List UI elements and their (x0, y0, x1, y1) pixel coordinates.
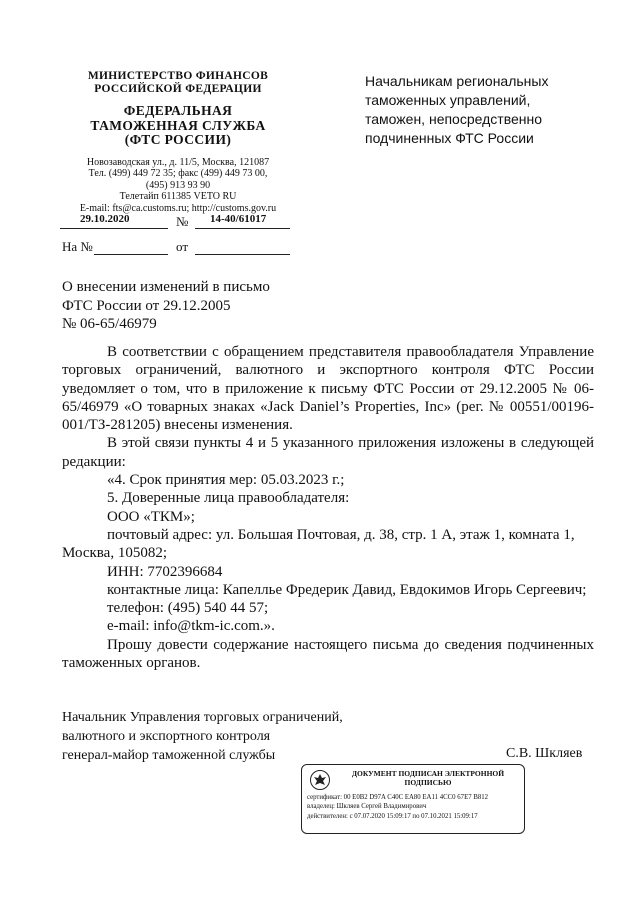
postal-address: почтовый адрес: ул. Большая Почтовая, д. 38, стр. 1 А, этаж 1, комната 1, (107, 526, 575, 543)
registration-date: 29.10.2020 (80, 213, 130, 225)
signatory-name: С.В. Шкляев (506, 746, 583, 761)
number-underline (195, 228, 290, 229)
letter-subject: О внесении изменений в письмо ФТС России от 29.12.2005 № 06-65/46979 (62, 279, 270, 332)
reference-number-underline (94, 254, 168, 255)
registration-number: 14-40/61017 (210, 213, 267, 225)
agency-phone2: (495) 913 93 90 (145, 179, 211, 191)
stamp-validity: действителен: с 07.07.2020 15:09:17 по 07.10.2021 15:09:17 (307, 812, 478, 820)
number-sign: № (176, 214, 189, 229)
inn: ИНН: 7702396684 (107, 563, 223, 580)
trustee-org: ООО «ТКМ»; (107, 508, 195, 525)
date-underline (60, 228, 168, 229)
electronic-signature-stamp (301, 764, 525, 834)
stamp-certificate: сертификат: 00 E0B2 D97A C40C EA80 EA11 4CC0 67E7 B812 (307, 794, 489, 801)
item-4: «4. Срок принятия мер: 05.03.2023 г.; (107, 472, 345, 489)
stamp-details (307, 794, 521, 822)
stamp-owner: владелец: Шкляев Сергей Владимирович (307, 803, 427, 811)
agency-contacts (58, 157, 298, 215)
body-paragraph-2: В этой связи пункты 4 и 5 указанного приложения изложены в следующей редакции: (62, 435, 594, 470)
contact-email: e-mail: info@tkm-ic.com.». (107, 618, 275, 635)
contact-persons: контактные лица: Капеллье Фредерик Давид, Евдокимов Игорь Сергеевич; (107, 581, 587, 598)
stamp-title: ДОКУМЕНТ ПОДПИСАН ЭЛЕКТРОННОЙ ПОДПИСЬЮ (351, 769, 505, 787)
addressee-block: Начальникам региональных таможенных управлений, таможен, непосредственно подчиненных ФТС России (365, 73, 549, 146)
agency-address: Новозаводская ул., д. 11/5, Москва, 121087 (86, 156, 270, 168)
reference-from-label: от (176, 239, 189, 254)
agency-email: E-mail: fts@ca.customs.ru; http://customs.gov.ru (79, 202, 277, 214)
body-paragraph-3: Прошу довести содержание настоящего письма до сведения подчиненных таможенных органов. (62, 636, 594, 672)
reference-date-underline (195, 254, 290, 255)
agency-teletype: Телетайп 611385 VETO RU (119, 191, 237, 202)
postal-address-cont: Москва, 105082; (62, 545, 167, 562)
agency-phone: Тел. (499) 449 72 35; факс (499) 449 73 00, (88, 168, 268, 179)
item-5: 5. Доверенные лица правообладателя: (107, 490, 350, 507)
reference-label: На № (62, 239, 93, 254)
body-paragraph-1: В соответствии с обращением представителя правообладателя Управление торговых ограничений, валютного и экспортного контроля ФТС России уведомляет о том, что в приложение к письму ФТС России от 29.12.2005 № 06-65/46979 «О товарных знаках «Jack Daniel’s Properties, Inc» (рег. № 00551/00196-001/ТЗ-281205) внесены изменения. (62, 344, 594, 434)
signatory-title: Начальник Управления торговых ограничений, валютного и экспортного контроля генерал-майор таможенной службы (62, 710, 343, 763)
letterhead (58, 70, 298, 214)
ministry-name: МИНИСТЕРСТВО ФИНАНСОВ РОССИЙСКОЙ ФЕДЕРАЦИИ (87, 70, 269, 95)
agency-name: ФЕДЕРАЛЬНАЯ ТАМОЖЕННАЯ СЛУЖБА (ФТС РОССИИ) (90, 103, 266, 147)
contact-phone: телефон: (495) 540 44 57; (107, 600, 269, 617)
letter-body (62, 343, 594, 672)
eagle-emblem-icon (308, 769, 332, 791)
